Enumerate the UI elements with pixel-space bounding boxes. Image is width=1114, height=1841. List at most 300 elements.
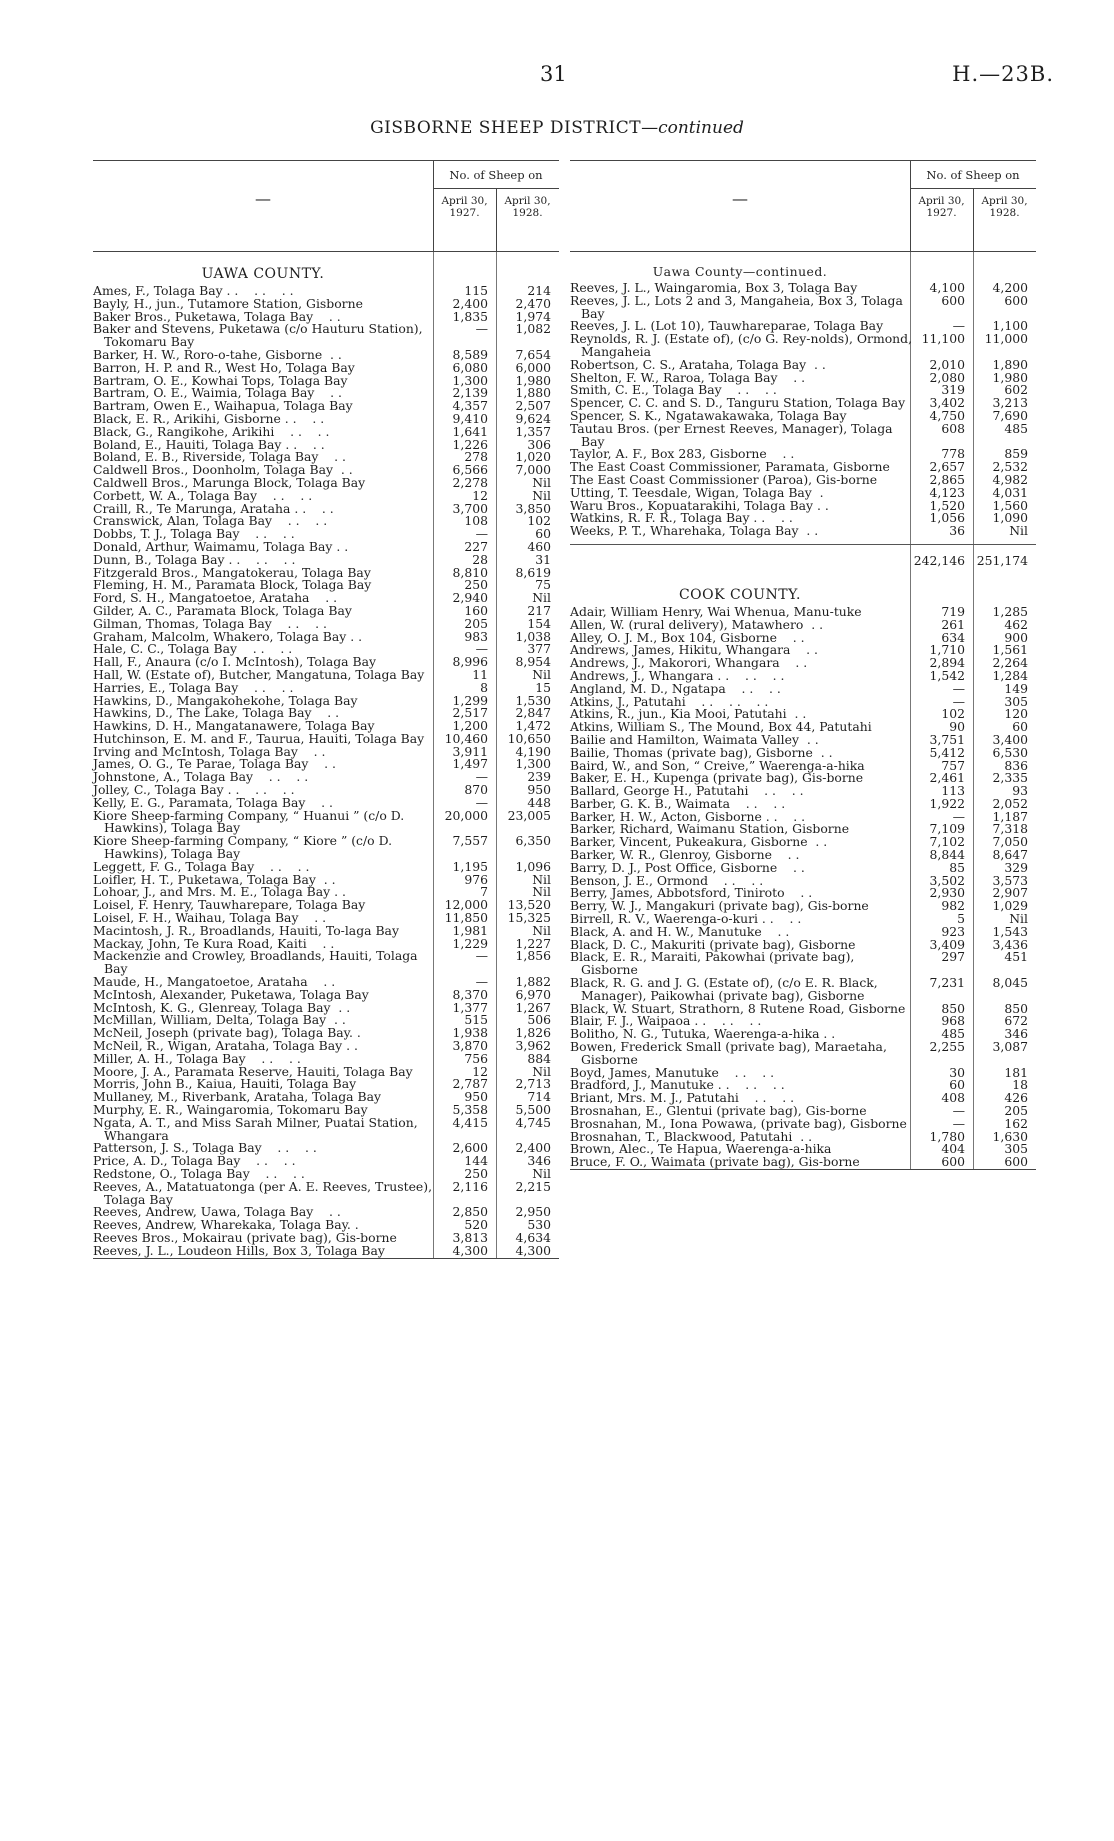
owner-name: Moore, J. A., Paramata Reserve, Hauiti, Tolaga Bay xyxy=(93,1063,413,1079)
owner-name: Bailie and Hamilton, Waimata Valley . . xyxy=(570,731,819,747)
owner-name: McNeil, R., Wigan, Arataha, Tolaga Bay . . xyxy=(93,1038,358,1054)
owner-name: Barber, G. K. B., Waimata . . . . xyxy=(570,795,786,811)
table-row xyxy=(570,420,1036,449)
sheep-1928: 154 xyxy=(527,615,551,631)
sheep-1927: — xyxy=(952,1115,965,1131)
owner-name: Bowen, Frederick Small (private bag), Maraetaha, Gisborne xyxy=(570,1039,887,1067)
owner-name: Taylor, A. F., Box 283, Gisborne . . xyxy=(570,446,795,462)
sheep-1928: Nil xyxy=(1009,911,1028,927)
owner-name: Tautau Bros. (per Ernest Reeves, Manager), Tolaga Bay xyxy=(570,420,893,449)
sheep-1927: 719 xyxy=(941,603,965,619)
sheep-1928: 3,573 xyxy=(992,872,1028,888)
owner-name: Kiore Sheep-farming Company, “ Kiore ” (c/o D. Hawkins), Tolaga Bay xyxy=(93,833,393,862)
sheep-1928: 1,096 xyxy=(515,858,551,874)
sheep-1928: 1,890 xyxy=(992,356,1028,372)
owner-name: Ballard, George H., Patutahi . . . . xyxy=(570,783,804,799)
owner-name: Ames, F., Tolaga Bay . . . . . . xyxy=(93,283,294,298)
owner-name: Boland, E. B., Riverside, Tolaga Bay . . xyxy=(93,449,346,465)
owner-name: Hutchinson, E. M. and F., Taurua, Hauiti, Tolaga Bay xyxy=(93,730,425,746)
owner-name: Waru Bros., Kopuatarakihi, Tolaga Bay . . xyxy=(570,497,829,513)
sheep-1928: 306 xyxy=(527,436,551,452)
owner-name: Reeves, Andrew, Wharekaka, Tolaga Bay. . xyxy=(93,1217,359,1233)
sheep-1928: 2,507 xyxy=(515,398,551,414)
sheep-1927: — xyxy=(475,641,488,657)
sheep-1927: 1,056 xyxy=(929,510,965,526)
table-row xyxy=(93,1178,559,1207)
sheep-1927: 2,080 xyxy=(929,369,965,385)
owner-name: Atkins, William S., The Mound, Box 44, Patutahi xyxy=(570,719,872,735)
sheep-1928: 7,690 xyxy=(992,407,1028,423)
sheep-1928: 859 xyxy=(1004,446,1028,462)
table-row xyxy=(570,1041,1036,1067)
sheep-1928: 205 xyxy=(1004,1103,1028,1119)
owner-name: Atkins, J., Patutahi . . . . . . xyxy=(570,693,769,709)
sheep-1928: 2,215 xyxy=(515,1178,551,1194)
owner-name: Bartram, O. E., Waimia, Tolaga Bay . . xyxy=(93,385,342,401)
owner-name: Reynolds, R. J. (Estate of), (c/o G. Rey-nolds), Ormond, Mangaheia xyxy=(570,331,913,359)
owner-name: McIntosh, K. G., Glenreay, Tolaga Bay . . xyxy=(93,999,351,1015)
sheep-1928: 600 xyxy=(1004,292,1028,308)
sheep-1927: 2,255 xyxy=(929,1039,965,1055)
header-dash: — xyxy=(732,189,748,208)
sheep-1927: 1,938 xyxy=(452,1025,488,1041)
sheep-1928: 950 xyxy=(527,782,551,798)
sheep-1927: 5,412 xyxy=(929,744,965,760)
owner-name: Andrews, James, Hikitu, Whangara . . xyxy=(570,642,818,658)
sheep-1927: 1,542 xyxy=(929,667,965,683)
table-row xyxy=(93,1114,559,1143)
sheep-1928: 714 xyxy=(527,1089,551,1105)
owner-name: Caldwell Bros., Marunga Block, Tolaga Bay xyxy=(93,474,366,490)
owner-name: Black, E. R., Maraiti, Pakowhai (private bag), Gisborne xyxy=(570,949,855,978)
sheep-1927: 608 xyxy=(941,420,965,436)
owner-name: Alley, O. J. M., Box 104, Gisborne . . xyxy=(570,629,805,645)
sheep-1927: 85 xyxy=(949,859,965,875)
sheep-1928: 93 xyxy=(1012,783,1028,799)
owner-name: The East Coast Commissioner (Paroa), Gis-borne xyxy=(570,471,878,487)
sheep-1927: 4,300 xyxy=(452,1242,488,1258)
owner-name: Hall, W. (Estate of), Butcher, Mangatuna, Tolaga Bay xyxy=(93,666,425,682)
sheep-1928: Nil xyxy=(532,922,551,938)
owner-name: Gilder, A. C., Paramata Block, Tolaga Bay xyxy=(93,602,352,618)
sheep-1928: 2,470 xyxy=(515,295,551,311)
sheep-1928: 4,982 xyxy=(992,471,1028,487)
sheep-1927: — xyxy=(475,794,488,810)
sheep-1928: 239 xyxy=(527,769,551,785)
sheep-1927: 2,930 xyxy=(929,885,965,901)
sheep-1928: 2,335 xyxy=(992,770,1028,786)
sheep-1928: 5,500 xyxy=(515,1102,551,1117)
sheep-1927: 1,497 xyxy=(452,756,488,772)
sheep-1928: 9,624 xyxy=(515,410,551,426)
sheep-1927: 8,589 xyxy=(452,346,488,362)
sheep-1927: 634 xyxy=(941,629,965,645)
owner-name: Black, R. G. and J. G. (Estate of), (c/o E. R. Black, Manager), Paikowhai (private bag), Gisborne xyxy=(570,975,878,1003)
owner-name: Hall, F., Anaura (c/o I. McIntosh), Tolaga Bay xyxy=(93,654,376,670)
owner-name: Weeks, P. T., Wharehaka, Tolaga Bay . . xyxy=(570,523,819,539)
table-row xyxy=(93,950,559,976)
owner-name: Dobbs, T. J., Tolaga Bay . . . . xyxy=(93,526,295,542)
owner-name: Brosnahan, M., Iona Powawa, (private bag), Gisborne xyxy=(570,1115,907,1131)
sheep-1927: 90 xyxy=(949,719,965,735)
sheep-1927: 1,299 xyxy=(452,692,488,708)
sheep-1928: 377 xyxy=(527,641,551,657)
owner-name: Boland, E., Hauiti, Tolaga Bay . . . . xyxy=(93,436,325,452)
table-body xyxy=(93,252,559,1259)
sheep-1928: 426 xyxy=(1004,1090,1028,1106)
owner-name: McMillan, William, Delta, Tolaga Bay . . xyxy=(93,1012,346,1028)
owner-name: Spencer, C. C. and S. D., Tanguru Station, Tolaga Bay xyxy=(570,395,906,411)
sheep-1928: 600 xyxy=(1004,1154,1028,1170)
sheep-1927: 850 xyxy=(941,1000,965,1016)
sheep-1927: 5 xyxy=(957,911,965,927)
sheep-1928: 4,200 xyxy=(992,280,1028,295)
owner-name: Baker Bros., Puketawa, Tolaga Bay . . xyxy=(93,308,341,324)
sheep-1927: 60 xyxy=(949,1077,965,1093)
sheep-1928: 602 xyxy=(1004,382,1028,398)
sheep-1928: 1,530 xyxy=(515,692,551,708)
owner-name: Reeves, J. L., Waingaromia, Box 3, Tolaga Bay xyxy=(570,280,858,295)
sheep-1928: 1,561 xyxy=(992,642,1028,658)
owner-name: Bailie, Thomas (private bag), Gisborne . . xyxy=(570,744,833,760)
owner-name: Reeves Bros., Mokairau (private bag), Gis-borne xyxy=(93,1229,397,1245)
owner-name: Ford, S. H., Mangatoetoe, Arataha . . xyxy=(93,590,338,606)
col-1928-heading: April 30, 1928. xyxy=(504,195,551,219)
sheep-1927: — xyxy=(475,769,488,785)
owner-name: Kiore Sheep-farming Company, “ Huanui ” (c/o D. Hawkins), Tolaga Bay xyxy=(93,807,405,836)
sheep-1928: 1,630 xyxy=(992,1128,1028,1144)
sheep-1928: 1,856 xyxy=(515,948,551,964)
table-row xyxy=(570,333,1036,359)
owner-name: Brosnahan, E., Glentui (private bag), Gis-borne xyxy=(570,1103,867,1119)
sheep-1928: 8,045 xyxy=(992,975,1028,991)
sheep-1927: 4,750 xyxy=(929,407,965,423)
sheep-1928: 1,882 xyxy=(515,974,551,990)
sheep-1927: 1,981 xyxy=(452,922,488,938)
sheep-1927: 250 xyxy=(464,1165,488,1181)
sheep-1928: 2,847 xyxy=(515,705,551,721)
sheep-1928: Nil xyxy=(1009,523,1028,539)
sheep-1927: 102 xyxy=(941,706,965,722)
sheep-1928: 15,325 xyxy=(507,910,551,926)
sheep-1927: 205 xyxy=(464,615,488,631)
sheep-1928: 346 xyxy=(527,1153,551,1169)
owner-name: Black, W. Stuart, Strathorn, 8 Rutene Road, Gisborne xyxy=(570,1000,906,1016)
owner-name: Reeves, A., Matatuatonga (per A. E. Reeves, Trustee), Tolaga Bay xyxy=(93,1178,433,1207)
sheep-1928: 3,087 xyxy=(992,1039,1028,1055)
sheep-1927: 28 xyxy=(472,551,488,567)
sheep-1927: 983 xyxy=(464,628,488,644)
sheep-1927: 3,813 xyxy=(452,1229,488,1245)
owner-name: Barker, H. W., Roro-o-tahe, Gisborne . . xyxy=(93,346,342,362)
sheep-1927: 1,229 xyxy=(452,935,488,951)
sheep-1928: 1,090 xyxy=(992,510,1028,526)
sheep-1927: 404 xyxy=(941,1141,965,1157)
sheep-1927: — xyxy=(475,948,488,964)
table-header xyxy=(570,160,1036,252)
sheep-1928: 305 xyxy=(1004,693,1028,709)
sheep-1928: 530 xyxy=(527,1217,551,1233)
sheep-1927: 3,502 xyxy=(929,872,965,888)
sheep-1928: 1,560 xyxy=(992,497,1028,513)
owner-name: Loisel, F. Henry, Tauwharepare, Tolaga Bay xyxy=(93,897,366,913)
sheep-1927: 982 xyxy=(941,898,965,914)
table-header xyxy=(93,160,559,252)
sheep-1928: 460 xyxy=(527,538,551,554)
sheep-1927: 757 xyxy=(941,757,965,773)
owner-name: The East Coast Commissioner, Paramata, Gisborne xyxy=(570,459,890,475)
owner-name: Graham, Malcolm, Whakero, Tolaga Bay . . xyxy=(93,628,363,644)
owner-name: Johnstone, A., Tolaga Bay . . . . xyxy=(93,769,309,785)
sheep-1927: 30 xyxy=(949,1064,965,1080)
owner-name: Corbett, W. A., Tolaga Bay . . . . xyxy=(93,487,313,503)
owner-name: Jolley, C., Tolaga Bay . . . . . . xyxy=(93,782,295,798)
owner-name: Andrews, J., Makorori, Whangara . . xyxy=(570,655,808,671)
sheep-1927: 1,835 xyxy=(452,308,488,324)
sheep-1927: 968 xyxy=(941,1013,965,1029)
sheep-1928: 7,050 xyxy=(992,834,1028,850)
sheep-1927: 3,409 xyxy=(929,936,965,952)
owner-name: Bolitho, N. G., Tutuka, Waerenga-a-hika . . xyxy=(570,1026,836,1042)
owner-name: Donald, Arthur, Waimamu, Tolaga Bay . . xyxy=(93,538,349,554)
sheep-1928: Nil xyxy=(532,871,551,887)
sheep-1928: 850 xyxy=(1004,1000,1028,1016)
owner-name: Reeves, Andrew, Uawa, Tolaga Bay . . xyxy=(93,1204,341,1220)
owner-name: Barron, H. P. and R., West Ho, Tolaga Bay xyxy=(93,359,355,375)
owner-name: Loifler, H. T., Puketawa, Tolaga Bay . . xyxy=(93,871,336,887)
owner-name: Black, G., Rangikohe, Arikihi . . . . xyxy=(93,423,330,439)
sheep-1928: 31 xyxy=(535,551,551,567)
left-rows xyxy=(93,285,559,1258)
sheep-1927: 950 xyxy=(464,1089,488,1105)
table-row xyxy=(570,977,1036,1003)
owner-name: Barry, D. J., Post Office, Gisborne . . xyxy=(570,859,805,875)
owner-name: Briant, Mrs. M. J., Patutahi . . . . xyxy=(570,1090,795,1106)
sheep-1927: 108 xyxy=(464,513,488,529)
owner-name: Andrews, J., Whangara . . . . . . xyxy=(570,667,785,683)
col-1927-heading: April 30, 1927. xyxy=(918,195,965,219)
owner-name: Morris, John B., Kaiua, Hauiti, Tolaga Bay xyxy=(93,1076,357,1092)
sheep-1927: 261 xyxy=(941,616,965,632)
sheep-1927: 115 xyxy=(464,283,488,298)
sheep-1927: 1,641 xyxy=(452,423,488,439)
sheep-1927: 4,357 xyxy=(452,398,488,414)
sheep-1928: 1,187 xyxy=(992,808,1028,824)
sheep-1927: 778 xyxy=(941,446,965,462)
sheep-1927: 8,996 xyxy=(452,654,488,670)
owner-name: Dunn, B., Tolaga Bay . . . . . . xyxy=(93,551,296,567)
owner-name: Allen, W. (rural delivery), Matawhero . . xyxy=(570,616,824,632)
owner-name: Patterson, J. S., Tolaga Bay . . . . xyxy=(93,1140,317,1156)
sheep-1927: 2,894 xyxy=(929,655,965,671)
col-1927-heading: April 30, 1927. xyxy=(441,195,488,219)
sheep-1927: 11,100 xyxy=(921,331,965,347)
sheep-1928: 7,000 xyxy=(515,462,551,478)
sheep-1927: 2,517 xyxy=(452,705,488,721)
sheep-1927: 8,844 xyxy=(929,847,965,863)
header-dash: — xyxy=(255,189,271,208)
sheep-1928: 1,020 xyxy=(515,449,551,465)
table-row xyxy=(93,835,559,861)
sheep-1928: Nil xyxy=(532,590,551,606)
sheep-1928: 60 xyxy=(1012,719,1028,735)
owner-name: Ngata, A. T., and Miss Sarah Milner, Puatai Station, Whangara xyxy=(93,1114,418,1143)
sheep-1927: 4,100 xyxy=(929,280,965,295)
owner-name: Watkins, R. F. R., Tolaga Bay . . . . xyxy=(570,510,793,526)
owner-name: Barker, Richard, Waimanu Station, Gisborne xyxy=(570,821,850,837)
sheep-1927: 4,123 xyxy=(929,484,965,500)
owner-name: Price, A. D., Tolaga Bay . . . . xyxy=(93,1153,296,1169)
sheep-1928: 672 xyxy=(1004,1013,1028,1029)
sheep-1927: 1,195 xyxy=(452,858,488,874)
sheep-1927: 144 xyxy=(464,1153,488,1169)
owner-name: Mackenzie and Crowley, Broadlands, Hauiti, Tolaga Bay xyxy=(93,948,418,977)
sheep-1927: 10,460 xyxy=(444,730,488,746)
owner-name: Caldwell Bros., Doonholm, Tolaga Bay . . xyxy=(93,462,353,478)
sheep-1928: 4,031 xyxy=(992,484,1028,500)
sheep-1927: 756 xyxy=(464,1050,488,1066)
owner-name: McIntosh, Alexander, Puketawa, Tolaga Bay xyxy=(93,986,369,1002)
sheep-1927: 227 xyxy=(464,538,488,554)
sheep-1928: 1,227 xyxy=(515,935,551,951)
sheep-1927: 2,600 xyxy=(452,1140,488,1156)
table-row xyxy=(93,1242,559,1258)
sheep-1928: 836 xyxy=(1004,757,1028,773)
sheep-1928: 1,038 xyxy=(515,628,551,644)
sheep-1928: 102 xyxy=(527,513,551,529)
owner-name: Baker and Stevens, Puketawa (c/o Hauturu Station), Tokomaru Bay xyxy=(93,321,423,350)
owner-name: Reeves, J. L., Loudeon Hills, Box 3, Tolaga Bay xyxy=(93,1242,385,1258)
owner-name: Benson, J. E., Ormond . . . . xyxy=(570,872,764,888)
owner-name: Black, D. C., Makuriti (private bag), Gisborne xyxy=(570,936,856,952)
sheep-1928: 6,350 xyxy=(515,833,551,849)
sheep-1927: 6,566 xyxy=(452,462,488,478)
sheep-1928: 2,532 xyxy=(992,459,1028,475)
sheep-1928: 1,880 xyxy=(515,385,551,401)
owner-name: Kelly, E. G., Paramata, Tolaga Bay . . xyxy=(93,794,333,810)
sheep-1928: 120 xyxy=(1004,706,1028,722)
sheep-1928: Nil xyxy=(532,666,551,682)
sheep-1928: 1,357 xyxy=(515,423,551,439)
sheep-1928: 8,647 xyxy=(992,847,1028,863)
sheep-1928: 1,100 xyxy=(992,318,1028,334)
sheep-1927: 2,139 xyxy=(452,385,488,401)
sheep-1927: 3,870 xyxy=(452,1038,488,1054)
total-1928: 251,174 xyxy=(976,552,1028,568)
sheep-1928: 23,005 xyxy=(507,807,551,823)
sheep-1927: 1,520 xyxy=(929,497,965,513)
sheep-1928: 3,850 xyxy=(515,500,551,516)
owner-name: Leggett, F. G., Tolaga Bay . . . . xyxy=(93,858,310,874)
sheep-1927: 976 xyxy=(464,871,488,887)
sheep-1927: 7,109 xyxy=(929,821,965,837)
sheep-1927: 923 xyxy=(941,923,965,939)
sheep-1927: — xyxy=(952,693,965,709)
sheep-1927: 160 xyxy=(464,602,488,618)
owner-name: Black, E. R., Arikihi, Gisborne . . . . xyxy=(93,410,325,426)
sheep-1928: 8,954 xyxy=(515,654,551,670)
sheep-1928: 15 xyxy=(535,679,551,695)
sheep-1928: 7,654 xyxy=(515,346,551,362)
sheep-1928: 214 xyxy=(527,283,551,298)
owner-name: Mackay, John, Te Kura Road, Kaiti . . xyxy=(93,935,335,951)
sheep-1928: 4,190 xyxy=(515,743,551,759)
owner-name: Fitzgerald Bros., Mangatokerau, Tolaga Bay xyxy=(93,564,371,580)
sheep-1927: 2,116 xyxy=(452,1178,488,1194)
sheep-1928: 506 xyxy=(527,1012,551,1028)
sheep-1927: 600 xyxy=(941,1154,965,1170)
table-body xyxy=(570,252,1036,1170)
sheep-1927: 870 xyxy=(464,782,488,798)
sheep-1928: 60 xyxy=(535,526,551,542)
sheep-1927: 7,557 xyxy=(452,833,488,849)
table-row xyxy=(93,807,559,836)
sheep-1927: 2,461 xyxy=(929,770,965,786)
sheep-1928: Nil xyxy=(532,1165,551,1181)
owner-name: Berry, W. J., Mangakuri (private bag), Gis-borne xyxy=(570,898,869,914)
owner-name: Barker, W. R., Glenroy, Gisborne . . xyxy=(570,847,800,863)
sheep-1927: 1,780 xyxy=(929,1128,965,1144)
sheep-1928: 3,400 xyxy=(992,731,1028,747)
sheep-1927: — xyxy=(475,526,488,542)
sheep-1927: 6,080 xyxy=(452,359,488,375)
no-of-sheep-heading: No. of Sheep on xyxy=(926,168,1020,182)
sheep-1927: 7,102 xyxy=(929,834,965,850)
sheep-1928: 1,284 xyxy=(992,667,1028,683)
sheep-1927: 1,377 xyxy=(452,999,488,1015)
sheep-1927: — xyxy=(952,1103,965,1119)
sheep-1928: 7,318 xyxy=(992,821,1028,837)
sheep-1927: 2,010 xyxy=(929,356,965,372)
document-reference: H.—23B. xyxy=(952,62,1054,86)
sheep-1928: 4,634 xyxy=(515,1229,551,1245)
sheep-1927: 3,402 xyxy=(929,395,965,411)
sheep-1928: 2,950 xyxy=(515,1204,551,1220)
owner-name: Irving and McIntosh, Tolaga Bay . . xyxy=(93,743,326,759)
sheep-1927: 278 xyxy=(464,449,488,465)
owner-name: Loisel, F. H., Waihau, Tolaga Bay . . xyxy=(93,910,327,926)
owner-name: Miller, A. H., Tolaga Bay . . . . xyxy=(93,1050,301,1066)
sheep-1928: 2,713 xyxy=(515,1076,551,1092)
owner-name: Hale, C. C., Tolaga Bay . . . . xyxy=(93,641,293,657)
sheep-1928: 1,980 xyxy=(515,372,551,388)
sheep-1927: 11,850 xyxy=(444,910,488,926)
sheep-1927: 1,710 xyxy=(929,642,965,658)
owner-name: Adair, William Henry, Wai Whenua, Manu-tuke xyxy=(570,603,862,619)
sheep-1928: 149 xyxy=(1004,680,1028,696)
sheep-1928: 8,619 xyxy=(515,564,551,580)
sheep-1928: 2,400 xyxy=(515,1140,551,1156)
left-table xyxy=(93,160,559,1259)
sheep-1927: 408 xyxy=(941,1090,965,1106)
sheep-1928: 1,826 xyxy=(515,1025,551,1041)
owner-name: Reeves, J. L. (Lot 10), Tauwhareparae, Tolaga Bay xyxy=(570,318,884,334)
owner-name: Hawkins, D. H., Mangatanawere, Tolaga Bay xyxy=(93,718,375,734)
owner-name: Blair, F. J., Waipaoa . . . . . . xyxy=(570,1013,762,1029)
sheep-1928: 4,745 xyxy=(515,1114,551,1130)
owner-name: Baker, E. H., Kupenga (private bag), Gis-borne xyxy=(570,770,864,786)
sheep-1927: 7 xyxy=(480,884,488,900)
sheep-1928: 6,000 xyxy=(515,359,551,375)
sheep-1928: 2,264 xyxy=(992,655,1028,671)
sheep-1928: 1,472 xyxy=(515,718,551,734)
sheep-1927: 11 xyxy=(472,666,488,682)
sheep-1927: — xyxy=(475,974,488,990)
sheep-1927: — xyxy=(952,808,965,824)
owner-name: Murphy, E. R., Waingaromia, Tokomaru Bay xyxy=(93,1102,368,1117)
sheep-1928: 6,530 xyxy=(992,744,1028,760)
sheep-1927: 1,922 xyxy=(929,795,965,811)
